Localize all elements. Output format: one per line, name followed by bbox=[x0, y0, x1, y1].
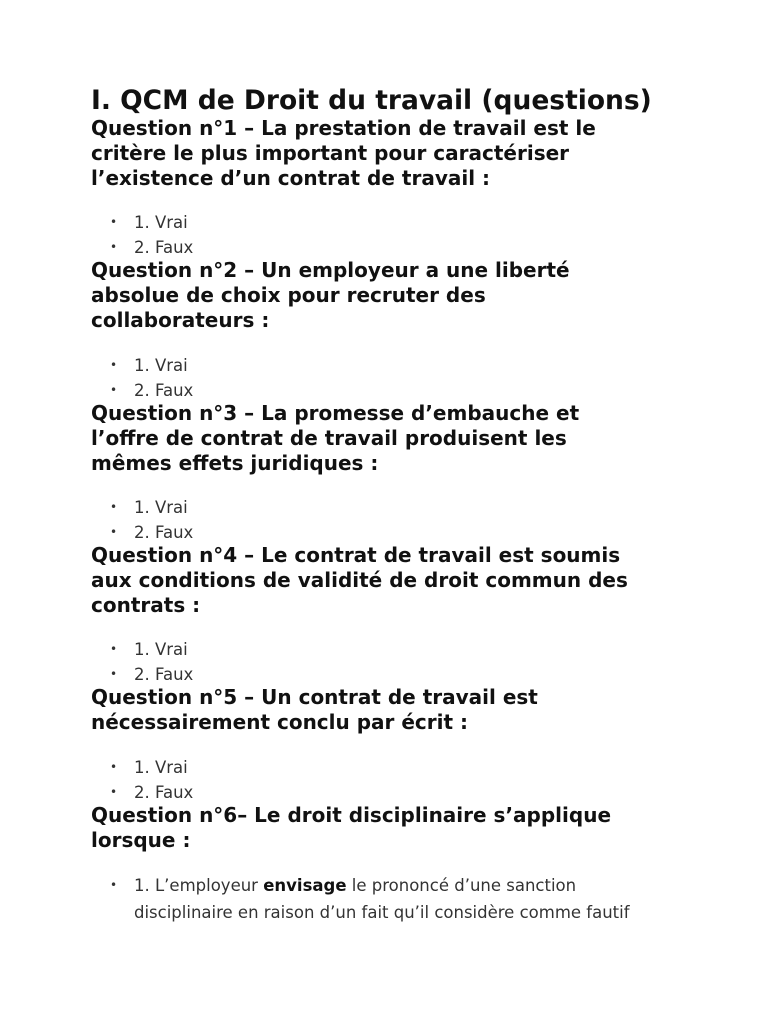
question-1-line-1: Question n°1 – La prestation de travail est le bbox=[91, 116, 596, 140]
question-5-line-1: Question n°5 – Un contrat de travail est bbox=[91, 685, 538, 709]
question-5-line-2: nécessairement conclu par écrit : bbox=[91, 710, 469, 734]
question-6-line-2: lorsque : bbox=[91, 828, 191, 852]
question-2-line-3: collaborateurs : bbox=[91, 308, 270, 332]
question-3-line-3: mêmes effets juridiques : bbox=[91, 451, 379, 475]
option-vrai: • 1. Vrai bbox=[91, 210, 193, 235]
question-1-line-2: critère le plus important pour caractériser bbox=[91, 141, 570, 165]
question-5-options bbox=[91, 755, 193, 805]
question-6-options bbox=[91, 872, 630, 926]
question-1-options bbox=[91, 210, 193, 260]
option-1-line-1 bbox=[134, 872, 630, 899]
option-faux: • 2. Faux bbox=[91, 235, 193, 260]
question-2-line-2: absolue de choix pour recruter des bbox=[91, 283, 486, 307]
question-5 bbox=[91, 685, 691, 735]
option-1 bbox=[91, 872, 630, 926]
option-1-emphasis: envisage bbox=[263, 876, 347, 895]
question-4-options bbox=[91, 637, 193, 687]
question-6-line-1: Question n°6– Le droit disciplinaire s’applique bbox=[91, 803, 612, 827]
page-title: I. QCM de Droit du travail (questions) bbox=[91, 85, 652, 116]
option-1-line-2: disciplinaire en raison d’un fait qu’il considère comme fautif bbox=[134, 903, 630, 922]
option-vrai: • 1. Vrai bbox=[91, 637, 193, 662]
question-3-options bbox=[91, 495, 193, 545]
question-4 bbox=[91, 543, 691, 618]
question-4-line-3: contrats : bbox=[91, 593, 201, 617]
option-vrai: • 1. Vrai bbox=[91, 353, 193, 378]
option-faux: • 2. Faux bbox=[91, 520, 193, 545]
option-faux: • 2. Faux bbox=[91, 780, 193, 805]
question-2-options bbox=[91, 353, 193, 403]
option-vrai: • 1. Vrai bbox=[91, 755, 193, 780]
option-1-prefix: 1. L’employeur bbox=[134, 876, 264, 895]
question-2-line-1: Question n°2 – Un employeur a une liberté bbox=[91, 258, 570, 282]
question-2 bbox=[91, 258, 691, 333]
question-1 bbox=[91, 116, 691, 191]
question-3 bbox=[91, 401, 691, 476]
question-1-line-3: l’existence d’un contrat de travail : bbox=[91, 166, 491, 190]
option-vrai: • 1. Vrai bbox=[91, 495, 193, 520]
question-4-line-2: aux conditions de validité de droit commun des bbox=[91, 568, 628, 592]
question-4-line-1: Question n°4 – Le contrat de travail est soumis bbox=[91, 543, 621, 567]
question-6 bbox=[91, 803, 691, 853]
option-faux: • 2. Faux bbox=[91, 378, 193, 403]
question-3-line-2: l’offre de contrat de travail produisent les bbox=[91, 426, 567, 450]
question-3-line-1: Question n°3 – La promesse d’embauche et bbox=[91, 401, 580, 425]
option-1-suffix: le prononcé d’une sanction bbox=[346, 876, 577, 895]
option-faux: • 2. Faux bbox=[91, 662, 193, 687]
